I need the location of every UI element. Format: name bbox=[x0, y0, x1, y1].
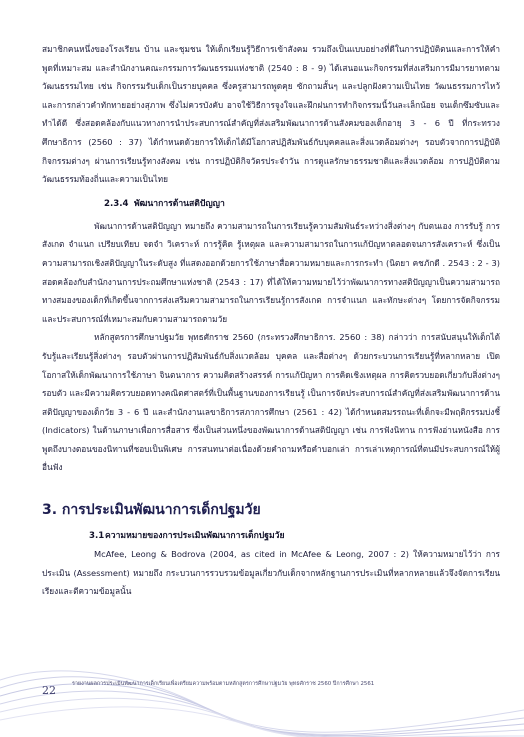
body-paragraph: พัฒนาการด้านสติปัญญา หมายถึง ความสามารถในการเรียนรู้ความสัมพันธ์ระหว่างสิ่งต่างๆ กับตนเอง การรับรู้ การสังเกต จำแนก เปรียบเทียบ จดจำ วิเคราะห์ การรู้คิด รู้เหตุผล และความสามารถในการแก้ปัญหาตลอดจนการสังเคราะห์ ซึ่งเป็นความสามารถเชิงสติปัญญาในระดับสูง ที่แสดงออกด้วยการใช้ภาษาสื่อความหมายและการกระทำ (นิตยา คชภักดี . 2543 : 2 - 3) สอดคล้องกับสำนักงานการประถมศึกษาแห่งชาติ (2543 : 17) ที่ได้ให้ความหมายไว้ว่าพัฒนาการทางสติปัญญาเป็นความสามารถทางสมองของเด็กที่เกิดขึ้นจากการส่งเสริมความสามารถในการเรียนรู้การสังเกต การจำแนก และทักษะต่างๆ โดยการจัดกิจกรรมและประสบการณ์ที่เหมาะสมกับความสามารถตามวัย bbox=[42, 220, 500, 324]
subsection-title: พัฒนาการด้านสติปัญญา bbox=[134, 198, 225, 209]
decorative-swirl-icon bbox=[0, 650, 524, 737]
subsection-heading bbox=[89, 527, 500, 545]
page-footer bbox=[0, 650, 524, 737]
page-number: 22 bbox=[42, 684, 56, 697]
subsection-title: ความหมายของการประเมินพัฒนาการเด็กปฐมวัย bbox=[105, 531, 285, 542]
body-paragraph: McAfee, Leong & Bodrova (2004, as cited in McAfee & Leong, 2007 : 2) ให้ความหมายไว้ว่า การประเมิน (Assessment) หมายถึง กระบวนการรวบรวมข้อมูลเกี่ยวกับเด็กจากหลักฐานการประเมินที่หลากหลายแล้วจึงจัดการเรียนเรียงและตีความข้อมูลนั้น bbox=[42, 549, 500, 597]
page-content bbox=[42, 40, 500, 601]
body-paragraph: หลักสูตรการศึกษาปฐมวัย พุทธศักราช 2560 (กระทรวงศึกษาธิการ. 2560 : 38) กล่าวว่า การสนับสนุนให้เด็กได้รับรู้และเรียนรู้สิ่งต่างๆ รอบตัวผ่านการปฏิสัมพันธ์กับสิ่งแวดล้อม บุคคล และสื่อต่างๆ ด้วยกระบวนการเรียนรู้ที่หลากหลาย เปิดโอกาสให้เด็กพัฒนาการใช้ภาษา จินตนาการ ความคิดสร้างสรรค์ การแก้ปัญหา การคิดเชิงเหตุผล การคิดรวบยอดเกี่ยวกับสิ่งต่างๆ รอบตัว และมีความคิดรวบยอดทางคณิตศาสตร์ที่เป็นพื้นฐานของการเรียนรู้ เป็นการจัดประสบการณ์สำคัญที่ส่งเสริมพัฒนาการด้านสติปัญญาของเด็กวัย 3 - 6 ปี และสำนักงานเลขาธิการสภาการศึกษา (2561 : 42) ได้กำหนดสมรรถนะที่เด็กจะมีพฤติกรรมบ่งชี้ (Indicators) ในด้านภาษาเพื่อการสื่อสาร ซึ่งเป็นส่วนหนึ่งของพัฒนาการด้านสติปัญญา เช่น การฟังนิทาน การฟังอ่านหนังสือ การพูดถึงบางตอนของนิทานที่ชอบเป็นพิเศษ การสนทนาต่อเนื่องด้วยคำถามหรือคำบอกเล่า การเล่าเหตุการณ์ที่ตนมีประสบการณ์ให้ผู้อื่นฟัง bbox=[42, 332, 500, 473]
footer-text: รายงานผลการประเมินพัฒนาการเด็กเรียนเพื่อเตรียมความพร้อมตามหลักสูตรการศึกษาปฐมวัย พุทธศักราช 2560 ปีการศึกษา 2561 bbox=[72, 681, 375, 687]
subsection-number: 3.1 bbox=[89, 531, 105, 542]
section-heading: 3. การประเมินพัฒนาการเด็กปฐมวัย bbox=[42, 502, 261, 519]
subsection-heading bbox=[104, 195, 500, 213]
body-paragraph: สมาชิกคนหนึ่งของโรงเรียน บ้าน และชุมชน ให้เด็กเรียนรู้วิธีการเข้าสังคม รวมถึงเป็นแบบอย่างที่ดีในการปฏิบัติตนและการให้คำพูดที่เหมาะสม และสำนักงานคณะกรรมการวัฒนธรรมแห่งชาติ (2540 : 8 - 9) ได้เสนอแนะกิจกรรมที่ส่งเสริมการมีมารยาทตามวัฒนธรรมไทย เช่น กิจกรรมรับเด็กเป็นรายบุคคล ซึ่งครูสามารถพูดคุย ซักถามสั้นๆ และปลูกฝังความเป็นไทย วัฒนธรรมการไหว้ และการกล่าวคำทักทายอย่างสุภาพ ซึ่งไม่ควรบังคับ อาจใช้วิธีการจูงใจและฝึกฝนการทำกิจกรรมนี้วันละเล็กน้อย จนเด็กซึมซับและทำได้ดี ซึ่งสอดคล้องกับแนวทางการนำประสบการณ์สำคัญที่ส่งเสริมพัฒนาการด้านสังคมของเด็กอายุ 3 - 6 ปี ที่กระทรวงศึกษาธิการ (2560 : 37) ได้กำหนดด้วยการให้เด็กได้มีโอกาสปฏิสัมพันธ์กับบุคคลและสิ่งแวดล้อมต่างๆ รอบตัวจากการปฏิบัติกิจกรรมต่างๆ ผ่านการเรียนรู้ทางสังคม เช่น การปฏิบัติกิจวัตรประจำวัน การดูแลรักษาธรรมชาติและสิ่งแวดล้อม การปฏิบัติตามวัฒนธรรมท้องถิ่นและความเป็นไทย bbox=[42, 44, 500, 185]
subsection-number: 2.3.4 bbox=[104, 198, 129, 209]
